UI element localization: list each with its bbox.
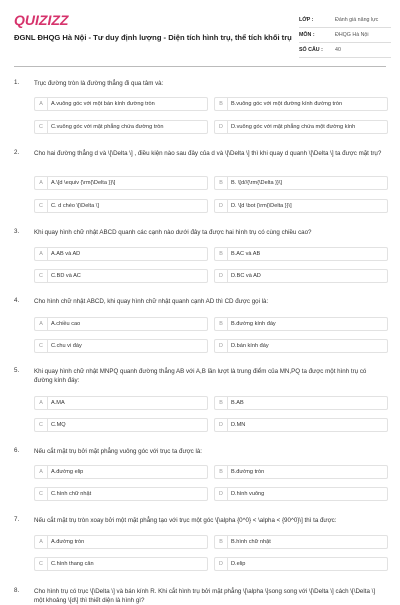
question-number: 8. — [14, 587, 20, 594]
question-7 — [14, 516, 386, 576]
option-b[interactable] — [214, 317, 388, 331]
option-d[interactable] — [214, 120, 388, 134]
question-text: Cho hai đường thẳng d và \[\Delta \] , điều kiện nào sau đây của d và \[\Delta \] thì khi quay d quanh \[\Delta \] ta được mặt trụ? — [34, 150, 382, 157]
option-d[interactable] — [214, 269, 388, 283]
option-text: D.bán kính đáy — [231, 343, 269, 349]
option-key: D — [215, 200, 228, 212]
option-c[interactable] — [34, 199, 208, 213]
option-a[interactable] — [34, 317, 208, 331]
option-key: A — [35, 397, 48, 409]
option-text: D. \[d \bot {\rm{\Delta }}\] — [231, 203, 292, 209]
option-key: C — [35, 419, 48, 431]
option-b[interactable] — [214, 247, 388, 261]
option-text: B.AB — [231, 400, 244, 406]
option-key: D — [215, 488, 228, 500]
worksheet-meta — [299, 13, 391, 58]
option-text: A.đường elip — [51, 469, 84, 475]
question-text: Cho hình trụ có trục \[\Delta \] và bán kính R. Khi cắt hình trụ bởi mặt phẳng \[\alpha \]song song với \[\Delta \] cách \[\Delta \] một khoảng \[d\] thì thiết diện là hình gì? — [34, 588, 376, 604]
question-number: 2. — [14, 149, 20, 156]
option-key: C — [35, 200, 48, 212]
option-c[interactable] — [34, 487, 208, 501]
question-number: 3. — [14, 228, 20, 235]
question-3 — [14, 228, 386, 288]
option-b[interactable] — [214, 535, 388, 549]
option-key: A — [35, 248, 48, 260]
option-key: B — [215, 248, 228, 260]
meta-count-row — [299, 43, 391, 58]
option-key: A — [35, 318, 48, 330]
option-text: B.đường kính đáy — [231, 321, 276, 327]
option-text: B.AC và AB — [231, 251, 261, 257]
meta-subject-row — [299, 28, 391, 43]
option-text: A.vuông góc với một bán kính đường tròn — [51, 101, 155, 107]
option-key: C — [35, 270, 48, 282]
option-key: B — [215, 318, 228, 330]
question-number: 1. — [14, 79, 20, 86]
option-c[interactable] — [34, 418, 208, 432]
meta-subject-label: MÔN : — [299, 32, 315, 38]
quizizz-logo — [14, 12, 80, 28]
option-text: C.BD và AC — [51, 273, 81, 279]
option-key: C — [35, 558, 48, 570]
meta-class-row — [299, 13, 391, 28]
option-text: A.đường tròn — [51, 539, 85, 545]
question-4 — [14, 297, 386, 357]
option-c[interactable] — [34, 339, 208, 353]
option-text: A.\[d \equiv {\rm{\Delta }}\] — [51, 180, 116, 186]
option-d[interactable] — [214, 557, 388, 571]
header-divider — [14, 66, 386, 67]
option-b[interactable] — [214, 396, 388, 410]
question-text: Khi quay hình chữ nhật MNPQ quanh đường thẳng AB với A,B lần lượt là trung điểm của MN,PQ ta được một hình trụ có đường kính đáy: — [34, 368, 367, 384]
option-text: B. \[d//{\rm{\Delta }}\] — [231, 180, 282, 186]
option-d[interactable] — [214, 199, 388, 213]
option-text: C.MQ — [51, 422, 66, 428]
option-key: D — [215, 121, 228, 133]
option-key: A — [35, 98, 48, 110]
option-d[interactable] — [214, 339, 388, 353]
option-key: B — [215, 177, 228, 189]
question-2 — [14, 149, 386, 219]
question-6 — [14, 447, 386, 507]
option-key: B — [215, 536, 228, 548]
option-key: C — [35, 121, 48, 133]
option-c[interactable] — [34, 120, 208, 134]
option-a[interactable] — [34, 535, 208, 549]
option-a[interactable] — [34, 247, 208, 261]
question-number: 6. — [14, 447, 20, 454]
option-d[interactable] — [214, 418, 388, 432]
option-key: C — [35, 488, 48, 500]
option-b[interactable] — [214, 97, 388, 111]
option-a[interactable] — [34, 396, 208, 410]
option-text: D.elip — [231, 561, 246, 567]
option-key: A — [35, 466, 48, 478]
option-key: D — [215, 558, 228, 570]
option-text: D.MN — [231, 422, 246, 428]
option-key: B — [215, 397, 228, 409]
worksheet-title: ĐGNL ĐHQG Hà Nội - Tư duy định lượng - Diện tích hình trụ, thể tích khối trụ — [14, 33, 292, 42]
option-text: B.vuông góc với một đường kính đường tròn — [231, 101, 343, 107]
option-a[interactable] — [34, 465, 208, 479]
option-b[interactable] — [214, 465, 388, 479]
question-1 — [14, 79, 386, 139]
option-c[interactable] — [34, 557, 208, 571]
option-text: A.MA — [51, 400, 65, 406]
option-a[interactable] — [34, 176, 208, 190]
meta-class-label: LỚP : — [299, 17, 314, 23]
meta-count-value: 40 — [335, 47, 341, 53]
option-a[interactable] — [34, 97, 208, 111]
question-8 — [14, 587, 386, 604]
question-text: Nếu cắt mặt trụ bởi mặt phẳng vuông góc với trục ta được là: — [34, 448, 202, 455]
meta-subject-value: ĐHQG Hà Nội — [335, 32, 369, 38]
option-text: C.hình thang cân — [51, 561, 94, 567]
question-number: 5. — [14, 367, 20, 374]
option-text: D.vuông góc với mặt phẳng chứa một đường kính — [231, 124, 356, 130]
option-key: A — [35, 536, 48, 548]
option-key: D — [215, 270, 228, 282]
option-text: C. d chéo \[\Delta \] — [51, 203, 99, 209]
option-text: A.chiều cao — [51, 321, 81, 327]
meta-count-label: SỐ CÂU : — [299, 47, 323, 53]
option-text: D.BC và AD — [231, 273, 261, 279]
question-text: Trục đường tròn là đường thẳng đi qua tâm và: — [34, 80, 164, 87]
option-key: A — [35, 177, 48, 189]
question-text: Cho hình chữ nhật ABCD, khi quay hình chữ nhật quanh cạnh AD thì CD được gọi là: — [34, 298, 269, 305]
question-number: 4. — [14, 297, 20, 304]
question-text: Khi quay hình chữ nhật ABCD quanh các cạnh nào dưới đây ta được hai hình trụ có cùng chiều cao? — [34, 229, 312, 236]
worksheet-header — [0, 0, 400, 64]
option-text: B.hình chữ nhật — [231, 539, 271, 545]
option-text: C.hình chữ nhật — [51, 491, 92, 497]
option-text: C.vuông góc với mặt phẳng chứa đường tròn — [51, 124, 164, 130]
question-text: Nếu cắt mặt trụ tròn xoay bởi một mặt phẳng tạo với trục một góc \[\alpha {0^0} < \alpha < {90^0}\] thì ta được: — [34, 517, 337, 524]
option-text: B.đường tròn — [231, 469, 265, 475]
option-b[interactable] — [214, 176, 388, 190]
option-text: A.AB và AD — [51, 251, 81, 257]
question-number: 7. — [14, 516, 20, 523]
svg-text:QUIZIZZ: QUIZIZZ — [14, 12, 69, 28]
question-5 — [14, 367, 386, 437]
option-d[interactable] — [214, 487, 388, 501]
option-key: B — [215, 98, 228, 110]
option-c[interactable] — [34, 269, 208, 283]
option-key: C — [35, 340, 48, 352]
option-key: D — [215, 419, 228, 431]
option-key: D — [215, 340, 228, 352]
meta-class-value: Đánh giá năng lực — [335, 17, 379, 23]
option-key: B — [215, 466, 228, 478]
option-text: C.chu vi đáy — [51, 343, 82, 349]
option-text: D.hình vuông — [231, 491, 265, 497]
